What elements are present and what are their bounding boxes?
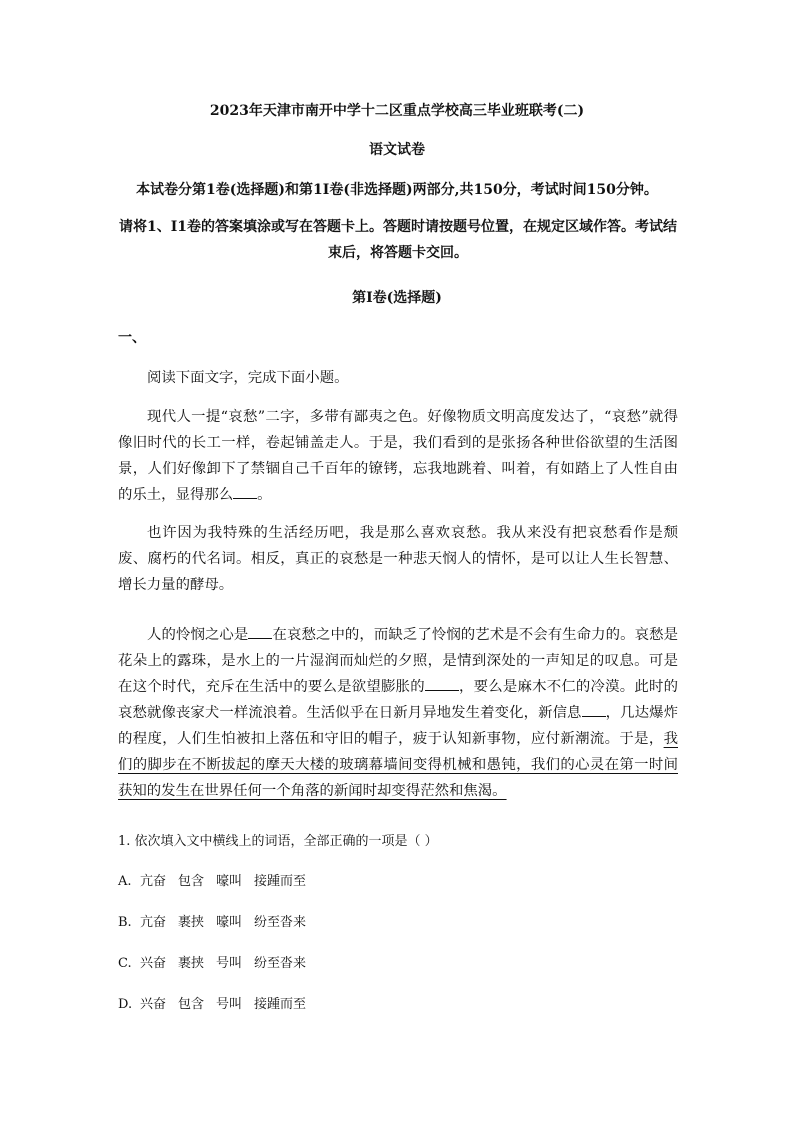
option-letter: A. bbox=[118, 874, 132, 889]
question-stem: 1. 依次填入文中横线上的词语，全部正确的一项是（ ） bbox=[118, 834, 438, 849]
fill-blank-4 bbox=[582, 702, 606, 717]
p3-text-c: ，要么是麻木不仁的冷漠。此时的哀愁就像丧家犬一样流浪着。生活似乎在日新月异地发生着变化，新信息 bbox=[118, 679, 678, 721]
p3-text-d: ，几达爆炸的程度，人们生怕被扣上落伍和守旧的帽子，疲于认知新事物，应付新潮流。于是， bbox=[118, 705, 678, 747]
option-word-3: 嚎叫 bbox=[216, 915, 243, 930]
exam-title: 2023年天津市南开中学十二区重点学校高三毕业班联考(二) bbox=[209, 103, 585, 119]
p3-text-b: 在哀愁之中的，而缺乏了怜悯的艺术是不会有生命力的。哀愁是花朵上的露珠，是水上的一片湿润而灿烂的夕照，是情到深处的一声知足的叹息。可是在这个时代，充斥在生活中的要么是欲望膨胀的 bbox=[118, 627, 678, 695]
option-word-2: 裹挟 bbox=[178, 956, 205, 971]
part-title: 第I卷(选择题) bbox=[352, 290, 442, 306]
p1-text-b: 。 bbox=[257, 487, 272, 503]
option-word-2: 裹挟 bbox=[178, 915, 205, 930]
option-word-4: 接踵而至 bbox=[254, 997, 307, 1012]
option-b bbox=[118, 911, 318, 930]
option-letter: C. bbox=[118, 956, 132, 971]
passage-paragraph-2 bbox=[118, 520, 678, 598]
reading-prompt bbox=[118, 365, 678, 391]
option-word-1: 兴奋 bbox=[140, 956, 167, 971]
option-word-2: 包含 bbox=[178, 997, 205, 1012]
option-letter: B. bbox=[118, 915, 132, 930]
p2-text: 也许因为我特殊的生活经历吧，我是那么喜欢哀愁。我从来没有把哀愁看作是颓废、腐朽的代名词。相反，真正的哀愁是一种悲天悯人的情怀，是可以让人生长智慧、增长力量的酵母。 bbox=[118, 525, 678, 593]
option-d bbox=[118, 993, 318, 1012]
section-marker: 一、 bbox=[118, 330, 146, 346]
option-word-4: 纷至沓来 bbox=[254, 915, 307, 930]
option-word-2: 包含 bbox=[178, 874, 205, 889]
answer-instruction: 请将1、I1卷的答案填涂或写在答题卡上。答题时请按题号位置，在规定区域作答。考试结束后，将答题卡交回。 bbox=[118, 219, 678, 261]
option-word-1: 兴奋 bbox=[140, 997, 167, 1012]
exam-intro-line: 本试卷分第1卷(选择题)和第1I卷(非选择题)两部分,共150分，考试时间150分钟。 bbox=[136, 182, 658, 198]
subject-title: 语文试卷 bbox=[369, 142, 425, 158]
option-word-1: 亢奋 bbox=[140, 874, 167, 889]
option-c bbox=[118, 952, 318, 971]
underlined-sentence: 我们的脚步在不断拔起的摩天大楼的玻璃幕墙间变得机械和愚钝，我们的心灵在第一时间获知的发生在世界任何一个角落的新闻时却变得茫然和焦渴。 bbox=[118, 731, 678, 799]
passage-paragraph-3 bbox=[118, 622, 678, 804]
option-letter: D. bbox=[118, 997, 133, 1012]
fill-blank-1 bbox=[233, 484, 257, 499]
p3-text-a: 人的怜悯之心是 bbox=[147, 627, 249, 643]
option-a bbox=[118, 870, 318, 889]
option-word-3: 嚎叫 bbox=[216, 874, 243, 889]
option-word-4: 纷至沓来 bbox=[254, 956, 307, 971]
option-word-4: 接踵而至 bbox=[254, 874, 307, 889]
option-word-3: 号叫 bbox=[216, 997, 243, 1012]
reading-prompt-text: 阅读下面文字，完成下面小题。 bbox=[147, 370, 349, 386]
option-word-1: 亢奋 bbox=[140, 915, 167, 930]
p1-text-a: 现代人一提“哀愁”二字，多带有鄙夷之色。好像物质文明高度发达了，“哀愁”就得像旧时代的长工一样，卷起铺盖走人。于是，我们看到的是张扬各种世俗欲望的生活图景，人们好像卸下了禁锢自己千百年的镣铐，忘我地跳着、叫着，有如踏上了人性自由的乐土，显得那么 bbox=[118, 409, 678, 503]
option-word-3: 号叫 bbox=[216, 956, 243, 971]
passage-paragraph-1 bbox=[118, 404, 678, 508]
fill-blank-3 bbox=[425, 676, 459, 691]
fill-blank-2 bbox=[248, 624, 272, 639]
